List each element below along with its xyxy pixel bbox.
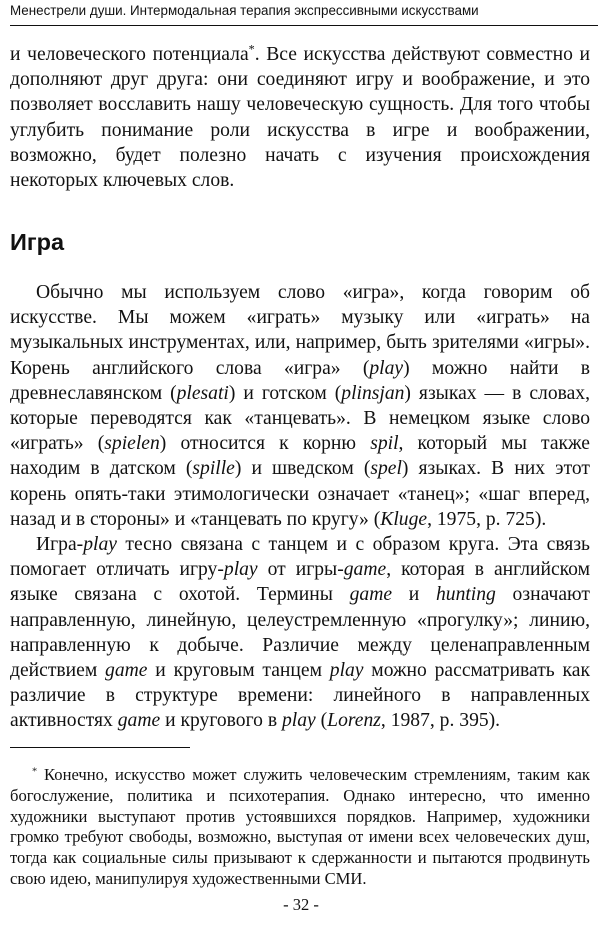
- text-run: можно рассматривать как различие в структуре времени: линейного в направленных активностях: [10, 660, 590, 732]
- italic-term: play: [282, 710, 316, 732]
- footnote-marker: *: [32, 766, 38, 778]
- italic-term: game: [349, 584, 393, 606]
- text-run: от игры-: [257, 559, 344, 581]
- section-heading: Игра: [10, 229, 65, 255]
- footnote-reference: *: [248, 42, 255, 57]
- text-run: ) языках. В них этот корень опять-таки этимологически означает «танец»; «шаг вперед, назад и в стороны» и «танцевать по кругу» (: [10, 458, 590, 530]
- text-run: ) можно найти в древнеславянском (: [10, 357, 590, 404]
- italic-term: play: [369, 357, 404, 379]
- italic-term: spille: [192, 458, 235, 480]
- italic-term: play: [83, 534, 117, 555]
- text-run: и круговым танцем: [147, 660, 330, 682]
- body-paragraph-2: [10, 532, 590, 734]
- italic-term: spil: [370, 433, 399, 455]
- footnote: [10, 765, 590, 890]
- text-run: Игра-: [36, 534, 84, 555]
- italic-term: spielen: [104, 433, 160, 455]
- text-run: . Все искусства действуют совместно и дополняют друг друга: они соединяют игру и воображение, и это позволяет восславить нашу человеческую сущность. Для того чтобы углубить понимание роли искусства в игре и воображении, возможно, будет полезно начать с изучения происхождения некоторых ключевых слов.: [10, 44, 590, 192]
- text-run: , который мы также находим в датском (: [10, 433, 591, 480]
- text-run: ) и шведском (: [234, 458, 371, 480]
- footnote-text: Конечно, искусство может служить человеческим стремлениям, таким как богослужение, политика и психотерапия. Однако интересно, что именно художники выступают против устоявшихся порядков. Например, художники громко требуют свободы, возможно, выступая от имени всех человеческих душ, тогда как социальные силы призывают к сдержанности и пытаются продвинуть свою идею, манипулируя художественными СМИ.: [10, 765, 590, 888]
- italic-term: Lorenz: [327, 710, 381, 732]
- italic-term: game: [343, 559, 387, 581]
- footnote-rule: [10, 747, 190, 748]
- text-run: , 1975, p. 725).: [427, 508, 547, 530]
- text-run: , которая в английском языке связана с охотой. Термины: [10, 559, 590, 606]
- page-number: - 32 -: [283, 895, 319, 914]
- text-run: (: [315, 710, 328, 732]
- italic-term: game: [105, 660, 148, 682]
- text-run: ) относится к корню: [159, 433, 371, 455]
- italic-term: plinsjan: [341, 382, 405, 404]
- running-head: Менестрели души. Интермодальная терапия экспрессивными искусствами: [10, 3, 479, 18]
- italic-term: spel: [370, 458, 402, 480]
- opening-paragraph: [10, 42, 590, 193]
- text-run: , 1987, p. 395).: [380, 710, 501, 732]
- text-run: ) и готском (: [228, 382, 342, 404]
- italic-term: hunting: [435, 584, 496, 606]
- text-run: и кругового в: [160, 710, 282, 732]
- text-run: тесно связана с танцем и с образом круга. Эта связь помогает отличать игру-: [10, 534, 590, 581]
- italic-term: game: [117, 710, 161, 732]
- body-paragraph-1: [10, 280, 590, 532]
- italic-term: Kluge: [380, 508, 428, 530]
- text-run: Обычно мы используем слово «игра», когда говорим об искусстве. Мы можем «играть» музыку или «играть» на музыкальных инструментах, или, например, быть зрителями «игры». Корень английского слова «игра» (: [10, 282, 590, 379]
- text-run: и человеческого потенциала: [10, 44, 249, 65]
- text-run: означают направленную, линейную, целеустремленную «прогулку»; линию, направленную к добыче. Различие между целенаправленным действием: [10, 584, 590, 682]
- italic-term: play: [223, 559, 258, 581]
- text-run: ) языках — в словах, которые переводятся как «танцевать». В немецком языке слово «играть» (: [10, 382, 590, 455]
- italic-term: plesati: [176, 382, 229, 404]
- text-run: и: [392, 584, 436, 606]
- italic-term: play: [329, 660, 364, 682]
- header-rule: [10, 25, 598, 26]
